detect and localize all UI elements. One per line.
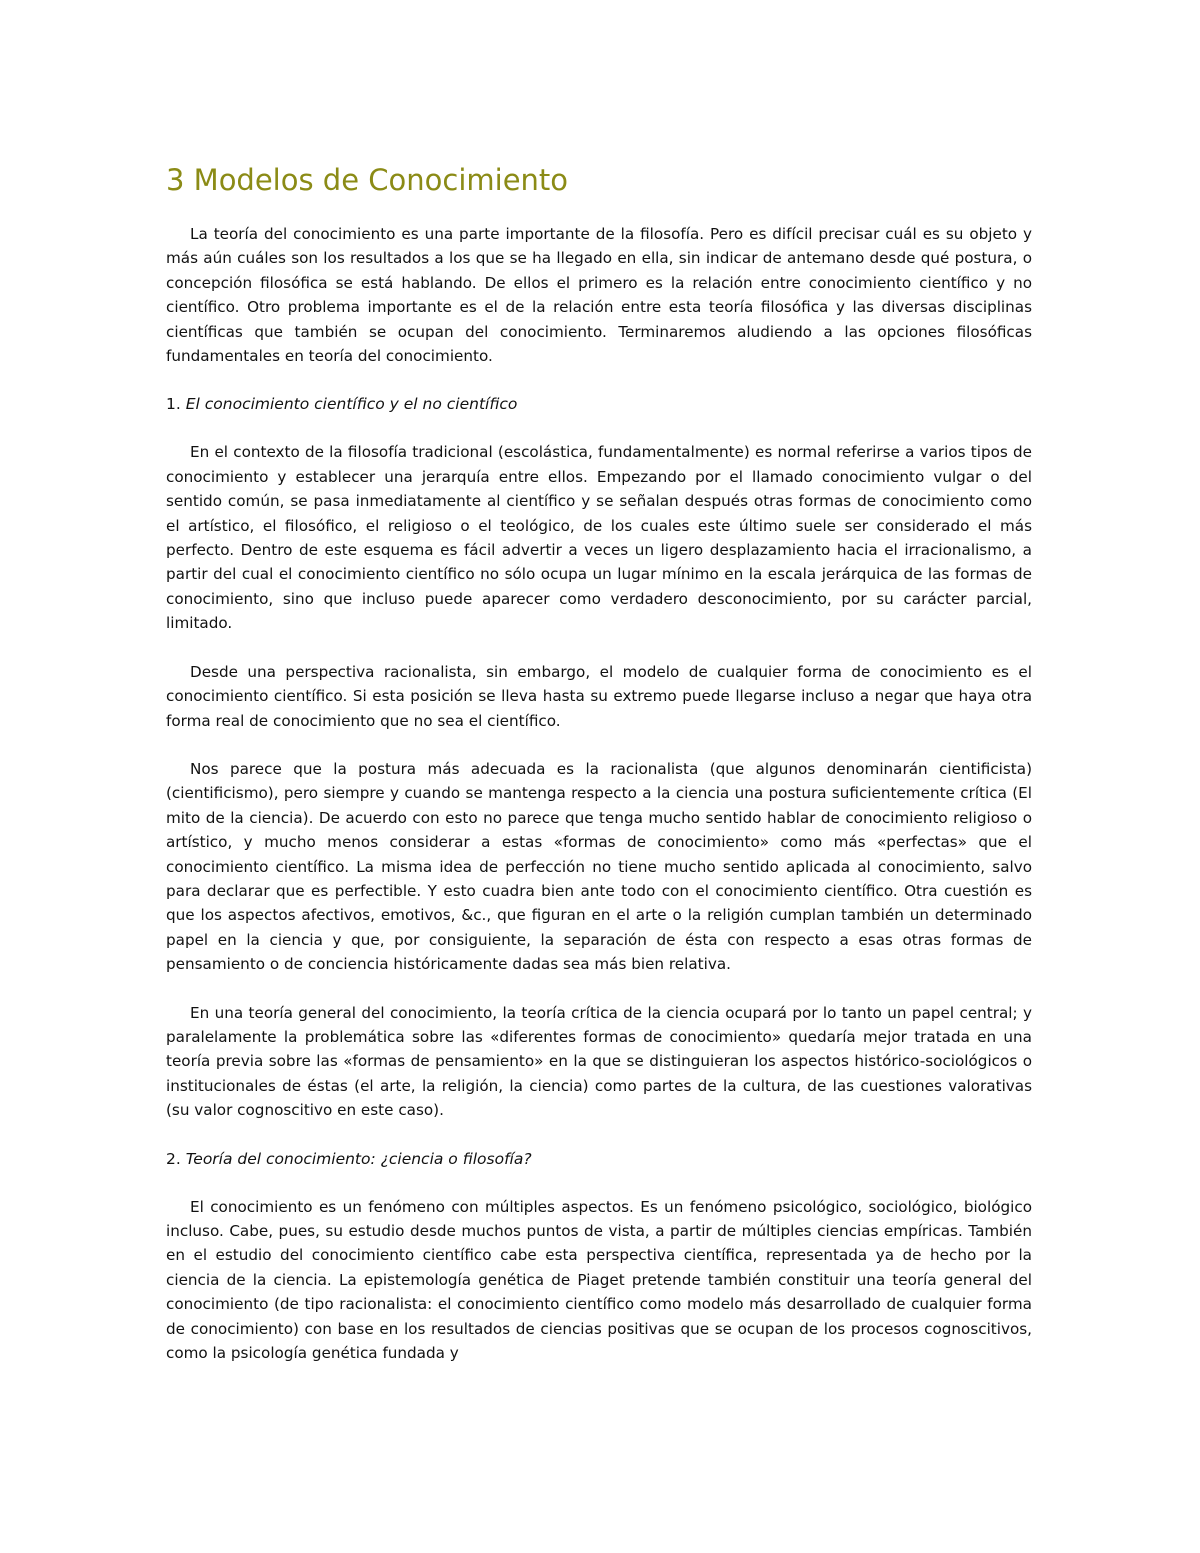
paragraph: El conocimiento es un fenómeno con múltiples aspectos. Es un fenómeno psicológico, sociológico, biológico incluso. Cabe, pues, su estudio desde muchos puntos de vista, a partir de múltiples ciencias empíricas. También en el estudio del conocimiento científico cabe esta perspectiva científica, representada ya de hecho por la ciencia de la ciencia. La epistemología genética de Piaget pretende también constituir una teoría general del conocimiento (de tipo racionalista: el conocimiento científico como modelo más desarrollado de cualquier forma de conocimiento) con base en los resultados de ciencias positivas que se ocupan de los procesos cognoscitivos, como la psicología genética fundada y [166,1197,1032,1363]
paragraph: En el contexto de la filosofía tradicional (escolástica, fundamentalmente) es normal referirse a varios tipos de conocimiento y establecer una jerarquía entre ellos. Empezando por el llamado conocimiento vulgar o del sentido común, se pasa inmediatamente al científico y se señalan después otras formas de conocimiento como el artístico, el filosófico, el religioso o el teológico, de los cuales este último suele ser considerado el más perfecto. Dentro de este esquema es fácil advertir a veces un ligero desplazamiento hacia el irracionalismo, a partir del cual el conocimiento científico no sólo ocupa un lugar mínimo en la escala jerárquica de las formas de conocimiento, sino que incluso puede aparecer como verdadero desconocimiento, por su carácter parcial, limitado. [166,443,1032,633]
paragraph: Nos parece que la postura más adecuada es la racionalista (que algunos denominarán cientificista) (cientificismo), pero siempre y cuando se mantenga respecto a la ciencia una postura suficientemente crítica (El mito de la ciencia). De acuerdo con esto no parece que tenga mucho sentido hablar de conocimiento religioso o artístico, y mucho menos considerar a estas «formas de conocimiento» como más «perfectas» que el conocimiento científico. La misma idea de perfección no tiene mucho sentido aplicada al conocimiento, salvo para declarar que es perfectible. Y esto cuadra bien ante todo con el conocimiento científico. Otra cuestión es que los aspectos afectivos, emotivos, &c., que figuran en el arte o la religión cumplan también un determinado papel en la ciencia y que, por consiguiente, la separación de ésta con respecto a esas otras formas de pensamiento o de conciencia históricamente dadas sea más bien relativa. [166,759,1032,974]
section-number: 1. [166,395,181,414]
intro-paragraph: La teoría del conocimiento es una parte importante de la filosofía. Pero es difícil precisar cuál es su objeto y más aún cuáles son los resultados a los que se ha llegado en ella, sin indicar de antemano desde qué postura, o concepción filosófica se está hablando. De ellos el primero es la relación entre conocimiento científico y no científico. Otro problema importante es el de la relación entre esta teoría filosófica y las diversas disciplinas científicas que también se ocupan del conocimiento. Terminaremos aludiendo a las opciones filosóficas fundamentales en teoría del conocimiento. [166,225,1032,366]
paragraph: Desde una perspectiva racionalista, sin embargo, el modelo de cualquier forma de conocimiento es el conocimiento científico. Si esta posición se lleva hasta su extremo puede llegarse incluso a negar que haya otra forma real de conocimiento que no sea el científico. [166,662,1032,730]
section-title: Teoría del conocimiento: ¿ciencia o filosofía? [185,1149,532,1168]
document-page [166,160,1032,1389]
section-heading-2 [166,1147,1032,1171]
section-heading-1 [166,392,1032,416]
page-title: 3 Modelos de Conocimiento [166,163,569,197]
section-title: El conocimiento científico y el no científico [185,395,518,414]
paragraph: En una teoría general del conocimiento, la teoría crítica de la ciencia ocupará por lo tanto un papel central; y paralelamente la problemática sobre las «diferentes formas de conocimiento» quedaría mejor tratada en una teoría previa sobre las «formas de pensamiento» en la que se distinguieran los aspectos histórico-sociológicos o institucionales de éstas (el arte, la religión, la ciencia) como partes de la cultura, de las cuestiones valorativas (su valor cognoscitivo en este caso). [166,1003,1032,1120]
section-number: 2. [166,1149,181,1168]
